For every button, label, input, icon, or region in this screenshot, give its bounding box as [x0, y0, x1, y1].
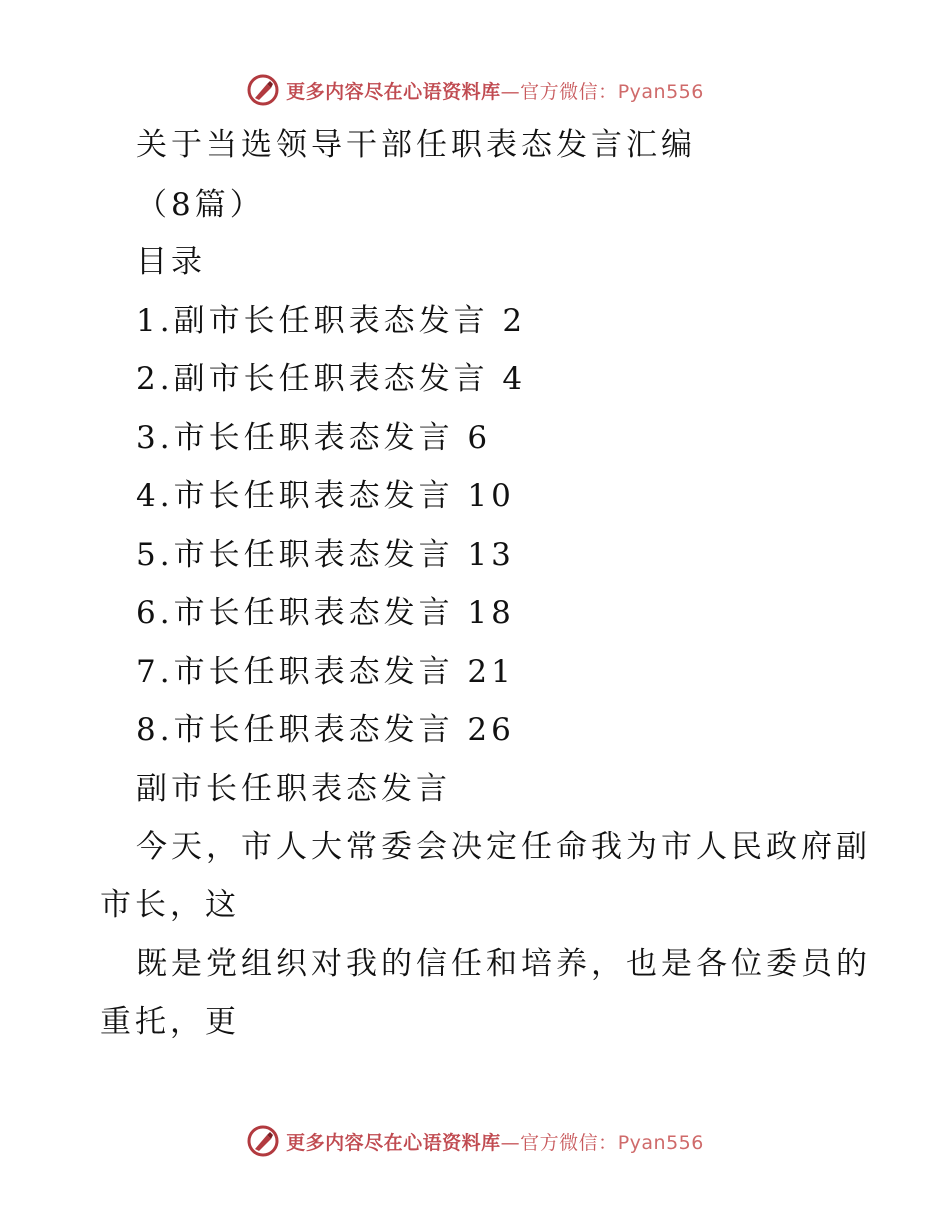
toc-item: 8.市长任职表态发言 26	[136, 712, 515, 748]
document-subtitle: （8篇）	[136, 187, 265, 223]
pen-logo-icon	[246, 1124, 280, 1158]
pen-logo-icon	[246, 73, 280, 107]
paragraph-line: 重托，更	[100, 1004, 240, 1040]
watermark-dash: —	[500, 80, 521, 103]
paragraph-line: 今天，市人大常委会决定任命我为市人民政府副	[136, 829, 871, 865]
watermark-text	[286, 77, 704, 104]
watermark-wechat-label: 官方微信：	[520, 80, 618, 103]
toc-item: 3.市长任职表态发言 6	[136, 420, 492, 456]
document-title: 关于当选领导干部任职表态发言汇编	[136, 127, 696, 163]
paragraph-line: 市长，这	[100, 887, 240, 923]
watermark-text	[286, 1128, 704, 1155]
toc-item: 5.市长任职表态发言 13	[136, 537, 515, 573]
toc-heading: 目录	[136, 244, 206, 280]
section-heading: 副市长任职表态发言	[136, 771, 451, 807]
footer-watermark	[0, 1121, 950, 1161]
paragraph-line: 既是党组织对我的信任和培养，也是各位委员的	[136, 946, 871, 982]
watermark-wechat-id: Pyan556	[617, 80, 704, 103]
watermark-wechat-id: Pyan556	[617, 1131, 704, 1154]
watermark-wechat-label: 官方微信：	[520, 1131, 618, 1154]
toc-item: 4.市长任职表态发言 10	[136, 478, 515, 514]
watermark-brand: 更多内容尽在心语资料库	[286, 1131, 501, 1154]
toc-item: 2.副市长任职表态发言 4	[136, 361, 527, 397]
toc-item: 6.市长任职表态发言 18	[136, 595, 515, 631]
toc-item: 1.副市长任职表态发言 2	[136, 303, 527, 339]
toc-item: 7.市长任职表态发言 21	[136, 654, 515, 690]
watermark-brand: 更多内容尽在心语资料库	[286, 80, 501, 103]
watermark-dash: —	[500, 1131, 521, 1154]
header-watermark	[0, 70, 950, 110]
